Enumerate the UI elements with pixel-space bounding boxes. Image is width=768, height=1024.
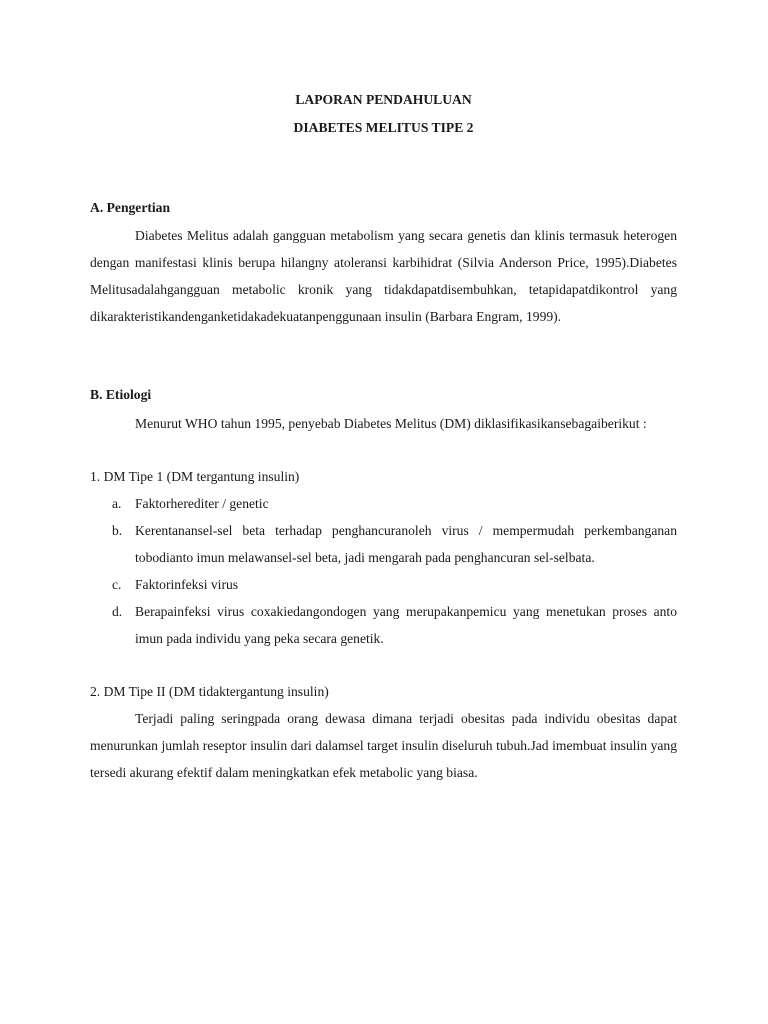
etiologi-intro-paragraph: Menurut WHO tahun 1995, penyebab Diabetes Melitus (DM) diklasifikasikansebagaiberikut :: [135, 416, 647, 431]
list-item-text: Faktorherediter / genetic: [135, 496, 269, 511]
list-marker: b.: [112, 523, 123, 538]
document-subtitle: DIABETES MELITUS TIPE 2: [293, 120, 474, 135]
pengertian-paragraph: Diabetes Melitus adalah gangguan metabolism yang secara genetis dan klinis termasuk heterogen dengan manifestasi klinis berupa hilangny atoleransi karbihidrat (Silvia Anderson Price, 1995).Diabetes Melitusadalahgangguan metabolic kronik yang tidakdapatdisembuhkan, tetapidapatdikontrol yang dikarakteristikandenganketidakadekuatanpenggunaan insulin (Barbara Engram, 1999).: [90, 228, 677, 324]
list-marker: a.: [112, 496, 122, 511]
list-marker: d.: [112, 604, 123, 619]
dm-tipe-2-paragraph: Terjadi paling seringpada orang dewasa dimana terjadi obesitas pada individu obesitas dapat menurunkan jumlah reseptor insulin dari dalamsel target insulin diseluruh tubuh.Jad imembuat insulin yang tersedi akurang efektif dalam meningkatkan efek metabolic yang biasa.: [90, 711, 677, 780]
list-item-text: Berapainfeksi virus coxakiedangondogen yang merupakanpemicu yang menetukan proses anto imun pada individu yang peka secara genetik.: [135, 604, 677, 646]
list-item: [90, 490, 677, 517]
dm-tipe-2-heading: 2. DM Tipe II (DM tidaktergantung insulin): [90, 684, 329, 699]
document-page: [90, 0, 677, 1024]
list-item-text: Kerentanansel-sel beta terhadap penghancuranoleh virus / mempermudah perkembanganan tobodianto imun melawansel-sel beta, jadi mengarah pada penghancuran sel-selbata.: [135, 523, 677, 565]
list-marker: c.: [112, 577, 122, 592]
section-heading-pengertian: A. Pengertian: [90, 200, 171, 215]
section-heading-etiologi: B. Etiologi: [90, 387, 152, 402]
dm-tipe-1-heading: 1. DM Tipe 1 (DM tergantung insulin): [90, 469, 300, 484]
list-item-text: Faktorinfeksi virus: [135, 577, 239, 592]
list-item: [90, 571, 677, 598]
list-item: [90, 598, 677, 652]
dm-tipe-1-list: [90, 490, 677, 652]
document-title: LAPORAN PENDAHULUAN: [295, 92, 472, 107]
list-item: [90, 517, 677, 571]
